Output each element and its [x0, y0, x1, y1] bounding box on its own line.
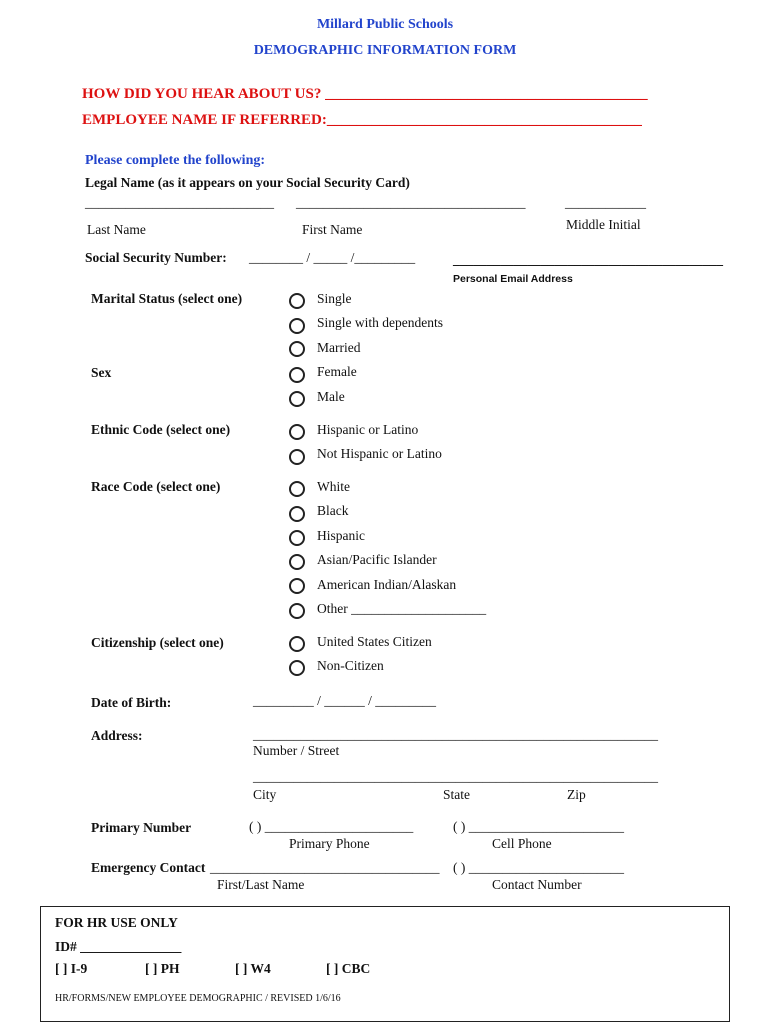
form-title: DEMOGRAPHIC INFORMATION FORM: [253, 43, 517, 58]
race-hispanic-radio[interactable]: [289, 530, 305, 546]
address-label: Address:: [91, 728, 143, 743]
sex-male-label: Male: [317, 389, 345, 404]
hr-i9-check[interactable]: [ ] I-9: [55, 961, 88, 976]
marital-single-radio[interactable]: [289, 293, 305, 309]
emergency-name-label: First/Last Name: [217, 877, 305, 892]
citizenship-us-label: United States Citizen: [317, 634, 432, 649]
marital-married-radio[interactable]: [289, 341, 305, 357]
marital-single-dependents-radio[interactable]: [289, 318, 305, 334]
school-name: Millard Public Schools: [316, 17, 454, 32]
citizenship-label: Citizenship (select one): [91, 635, 224, 650]
sex-female-radio[interactable]: [289, 367, 305, 383]
hr-title: FOR HR USE ONLY: [55, 915, 178, 930]
middle-initial-label: Middle Initial: [566, 217, 641, 232]
hr-w4-check[interactable]: [ ] W4: [235, 961, 271, 976]
cell-phone-field[interactable]: ( ) _______________________: [453, 819, 624, 834]
first-name-field[interactable]: __________________________________: [296, 195, 526, 210]
cell-phone-label: Cell Phone: [492, 836, 552, 851]
race-other-label[interactable]: Other ____________________: [317, 601, 487, 616]
how-heard-field[interactable]: HOW DID YOU HEAR ABOUT US? ___________________________________________: [82, 86, 648, 102]
ethnic-hispanic-label: Hispanic or Latino: [317, 422, 419, 437]
dob-label: Date of Birth:: [91, 695, 172, 710]
emergency-contact-label: Emergency Contact: [91, 860, 206, 875]
race-hispanic-label: Hispanic: [317, 528, 365, 543]
ssn-label: Social Security Number:: [85, 250, 227, 265]
first-name-label: First Name: [302, 222, 363, 237]
ethnic-code-label: Ethnic Code (select one): [91, 422, 231, 437]
sex-male-radio[interactable]: [289, 391, 305, 407]
race-american-indian-radio[interactable]: [289, 578, 305, 594]
marital-status-label: Marital Status (select one): [91, 291, 243, 306]
ssn-field[interactable]: ________ / _____ /_________: [249, 250, 416, 265]
race-black-label: Black: [317, 503, 349, 518]
ethnic-not-hispanic-label: Not Hispanic or Latino: [317, 446, 442, 461]
marital-married-label: Married: [317, 340, 361, 355]
race-white-label: White: [317, 479, 350, 494]
legal-name-label: Legal Name (as it appears on your Social Security Card): [85, 175, 410, 190]
primary-number-label: Primary Number: [91, 820, 192, 835]
marital-single-label: Single: [317, 291, 352, 306]
race-black-radio[interactable]: [289, 506, 305, 522]
primary-phone-label: Primary Phone: [289, 836, 370, 851]
email-label: Personal Email Address: [453, 273, 573, 285]
last-name-label: Last Name: [87, 222, 146, 237]
instructions-heading: Please complete the following:: [85, 153, 266, 168]
race-american-indian-label: American Indian/Alaskan: [317, 577, 457, 592]
street-label: Number / Street: [253, 743, 340, 758]
emergency-phone-field[interactable]: ( ) _______________________: [453, 860, 624, 875]
sex-female-label: Female: [317, 364, 357, 379]
race-other-radio[interactable]: [289, 603, 305, 619]
sex-label: Sex: [91, 365, 112, 380]
middle-initial-field[interactable]: ____________: [565, 195, 646, 210]
dob-field[interactable]: _________ / ______ / _________: [253, 693, 437, 708]
hr-use-box: [40, 906, 730, 1022]
citizenship-us-radio[interactable]: [289, 636, 305, 652]
hr-id-field[interactable]: ID# _______________: [55, 939, 182, 954]
hr-form-footer: HR/FORMS/NEW EMPLOYEE DEMOGRAPHIC / REVISED 1/6/16: [55, 993, 341, 1004]
contact-number-label: Contact Number: [492, 877, 582, 892]
primary-phone-field[interactable]: ( ) ______________________: [249, 819, 414, 834]
marital-single-dependents-label: Single with dependents: [317, 315, 443, 330]
zip-label: Zip: [567, 787, 586, 802]
ethnic-hispanic-radio[interactable]: [289, 424, 305, 440]
employee-referred-field[interactable]: EMPLOYEE NAME IF REFERRED:__________________________________________: [82, 112, 642, 128]
citizenship-non-label: Non-Citizen: [317, 658, 384, 673]
race-asian-radio[interactable]: [289, 554, 305, 570]
state-label: State: [443, 787, 470, 802]
race-asian-label: Asian/Pacific Islander: [317, 552, 437, 567]
hr-ph-check[interactable]: [ ] PH: [145, 961, 180, 976]
citizenship-non-radio[interactable]: [289, 660, 305, 676]
emergency-name-field[interactable]: __________________________________: [210, 860, 440, 875]
city-label: City: [253, 787, 277, 802]
last-name-field[interactable]: ____________________________: [85, 195, 274, 210]
race-white-radio[interactable]: [289, 481, 305, 497]
city-state-zip-field[interactable]: ____________________________________________________________: [253, 769, 658, 784]
email-field[interactable]: ________________________________________: [453, 252, 723, 267]
hr-cbc-check[interactable]: [ ] CBC: [326, 961, 371, 976]
street-field[interactable]: ____________________________________________________________: [253, 727, 658, 742]
ethnic-not-hispanic-radio[interactable]: [289, 449, 305, 465]
race-code-label: Race Code (select one): [91, 479, 221, 494]
